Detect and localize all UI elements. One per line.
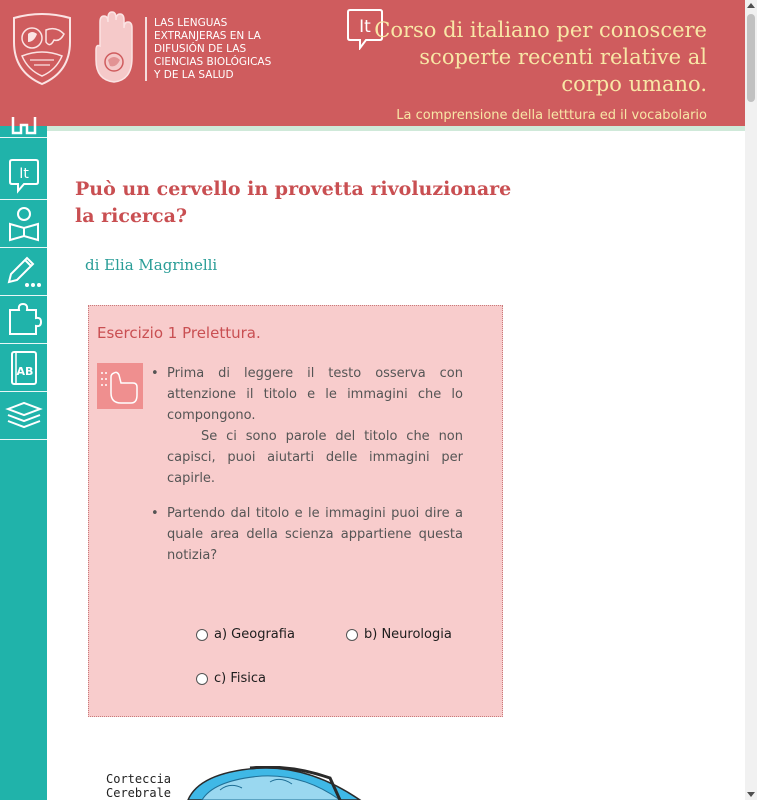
sidebar-item-exercises[interactable]	[0, 296, 47, 344]
option-geografia[interactable]: a) Geografia	[196, 627, 295, 642]
header-accent-strip	[0, 126, 745, 131]
home-icon	[11, 115, 37, 135]
exercise-box	[88, 305, 503, 717]
option-neurologia[interactable]: b) Neurologia	[346, 627, 452, 642]
sidebar-item-writing[interactable]	[0, 248, 47, 296]
list-item: • Partendo dal titolo e le immagini puoi dire a quale area della scienza appartiene questa notizia?	[151, 503, 463, 566]
institution-name: LAS LENGUAS EXTRANJERAS EN LA DIFUSIÓN DE LAS CIENCIAS BIOLÓGICAS Y DE LA SALUD	[154, 17, 272, 81]
course-subtitle: La comprensione della letttura ed il vocabolario	[396, 108, 707, 123]
sidebar-nav	[0, 126, 47, 800]
pointing-hand-icon	[97, 363, 143, 409]
article-title: Può un cervello in provetta rivoluzionare la ricerca?	[75, 178, 512, 227]
sidebar-item-reading[interactable]	[0, 200, 47, 248]
sidebar-item-vocabulary[interactable]	[0, 344, 47, 392]
sidebar-item-home[interactable]	[0, 112, 47, 138]
puzzle-icon	[6, 302, 42, 338]
brain-figure-label: Corteccia Cerebrale	[106, 772, 172, 800]
exercise-instructions	[151, 363, 463, 566]
svg-text:AB: AB	[16, 364, 33, 378]
page-header	[0, 0, 745, 126]
scroll-thumb[interactable]	[747, 14, 755, 102]
course-title: Corso di italiano per conoscere scoperte recenti relative al corpo umano.	[374, 18, 707, 96]
reading-icon	[7, 206, 41, 242]
scroll-down-arrow-icon[interactable]	[747, 792, 755, 797]
italian-chat-icon	[8, 158, 40, 194]
option-a-radio[interactable]	[196, 629, 208, 641]
sidebar-item-resources[interactable]	[0, 392, 47, 440]
logo-divider	[145, 17, 147, 81]
option-fisica[interactable]: c) Fisica	[196, 671, 266, 686]
svg-text:It: It	[359, 17, 371, 37]
hand-logo	[90, 10, 138, 85]
exercise-title: Esercizio 1 Prelettura.	[97, 324, 261, 342]
notebook-icon	[9, 349, 39, 387]
page-scrollbar[interactable]	[745, 0, 757, 800]
stacked-books-icon	[5, 399, 43, 433]
list-item: • Prima di leggere il testo osserva con attenzione il titolo e le immagini che lo compongono. Se ci sono parole del titolo che non capisci, puoi aiutarti delle immagini per capirle.	[151, 363, 463, 489]
sidebar-item-italian[interactable]	[0, 152, 47, 200]
pencil-icon	[5, 254, 43, 290]
brain-illustration	[180, 766, 380, 800]
option-c-radio[interactable]	[196, 673, 208, 685]
unam-crest-logo	[10, 12, 74, 86]
option-b-radio[interactable]	[346, 629, 358, 641]
svg-text:It: It	[18, 165, 29, 182]
article-author: di Elia Magrinelli	[85, 256, 218, 274]
scroll-up-arrow-icon[interactable]	[747, 3, 755, 8]
